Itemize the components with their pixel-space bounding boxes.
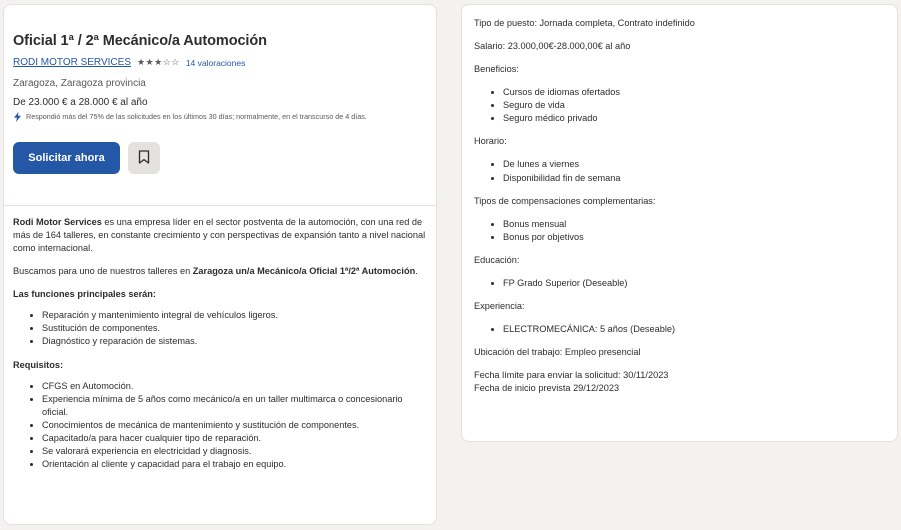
schedule-label: Horario: — [474, 136, 507, 147]
bookmark-icon — [138, 150, 150, 167]
requirements-heading: Requisitos: — [13, 359, 64, 370]
search-end: . — [415, 266, 418, 277]
job-title: Oficial 1ª / 2ª Mecánico/a Automoción — [13, 33, 267, 49]
list-item: • Diagnóstico y reparación de sistemas. — [42, 335, 427, 348]
list-item: • Orientación al cliente y capacidad para el trabajo en equipo. — [42, 458, 427, 471]
lightning-icon — [13, 112, 22, 124]
rating-stars-icon: ★★★☆☆ — [136, 57, 180, 67]
job-details-card — [461, 4, 898, 442]
list-item: • Experiencia mínima de 5 años como mecánico/a en un taller multimarca o concesionario oficial. — [42, 393, 427, 419]
job-type: Tipo de puesto: Jornada completa, Contrato indefinido — [474, 18, 695, 28]
details-salary: Salario: 23.000,00€-28.000,00€ al año — [474, 41, 631, 52]
list-item: • Se valorará experiencia en electricidad y diagnosis. — [42, 445, 427, 458]
list-item: • Bonus por objetivos — [503, 231, 885, 244]
company-name-bold: Rodi Motor Services — [13, 217, 102, 227]
company-link[interactable]: RODI MOTOR SERVICES — [13, 57, 131, 68]
list-item: • Sustitución de componentes. — [42, 322, 427, 335]
list-item: • ELECTROMECÁNICA: 5 años (Deseable) — [503, 323, 885, 336]
list-item: • Reparación y mantenimiento integral de vehículos ligeros. — [42, 309, 427, 322]
list-item: • Capacitado/a para hacer cualquier tipo de reparación. — [42, 432, 427, 445]
intro-text: es una empresa líder en el sector postventa de la automoción, con una red de más de 164 talleres, en constante crecimiento y con perspectivas de expansión tanto a nivel nacional como internacional. — [13, 217, 426, 254]
list-item: • Disponibilidad fin de semana — [503, 172, 885, 185]
deadline: Fecha límite para enviar la solicitud: 30/11/2023 — [474, 370, 669, 381]
benefits-list — [503, 86, 885, 125]
responsive-note-text: Respondió más del 75% de las solicitudes en los últimos 30 días; normalmente, en el transcurso de 4 días. — [26, 112, 367, 121]
schedule-list — [503, 158, 885, 184]
workplace: Ubicación del trabajo: Empleo presencial — [474, 347, 641, 357]
functions-list — [42, 309, 427, 348]
responsive-employer-note — [13, 112, 427, 124]
requirements-list — [42, 380, 427, 471]
job-header — [4, 5, 436, 206]
functions-heading: Las funciones principales serán: — [13, 289, 156, 300]
experience-label: Experiencia: — [474, 300, 525, 311]
education-list — [503, 277, 885, 290]
list-item: • De lunes a viernes — [503, 158, 885, 171]
company-row — [13, 57, 427, 68]
list-item: • CFGS en Automoción. — [42, 380, 427, 393]
job-salary: De 23.000 € a 28.000 € al año — [13, 97, 148, 108]
apply-now-button[interactable]: Solicitar ahora — [13, 142, 120, 174]
list-item: • FP Grado Superior (Deseable) — [503, 277, 885, 290]
search-position-bold: Zaragoza un/a Mecánico/a Oficial 1ª/2ª Automoción — [192, 266, 416, 277]
search-paragraph — [13, 265, 427, 278]
list-item: • Cursos de idiomas ofertados — [503, 86, 885, 99]
job-header-card — [3, 4, 437, 525]
compensation-list — [503, 218, 885, 244]
start-date: Fecha de inicio prevista 29/12/2023 — [474, 383, 620, 394]
intro-paragraph — [13, 216, 427, 255]
job-details — [462, 5, 897, 395]
list-item: • Seguro de vida — [503, 99, 885, 112]
save-job-button[interactable] — [128, 142, 160, 174]
benefits-label: Beneficios: — [474, 64, 519, 75]
job-actions — [13, 142, 427, 174]
compensation-label: Tipos de compensaciones complementarias: — [474, 195, 656, 206]
list-item: • Bonus mensual — [503, 218, 885, 231]
search-text: Buscamos para uno de nuestros talleres en — [13, 266, 193, 277]
reviews-link[interactable]: 14 valoraciones — [185, 57, 246, 68]
experience-list — [503, 323, 885, 336]
list-item: • Conocimientos de mecánica de mantenimiento y sustitución de componentes. — [42, 419, 427, 432]
education-label: Educación: — [474, 254, 520, 265]
job-location: Zaragoza, Zaragoza provincia — [13, 78, 146, 89]
list-item: • Seguro médico privado — [503, 112, 885, 125]
job-description — [4, 206, 436, 471]
